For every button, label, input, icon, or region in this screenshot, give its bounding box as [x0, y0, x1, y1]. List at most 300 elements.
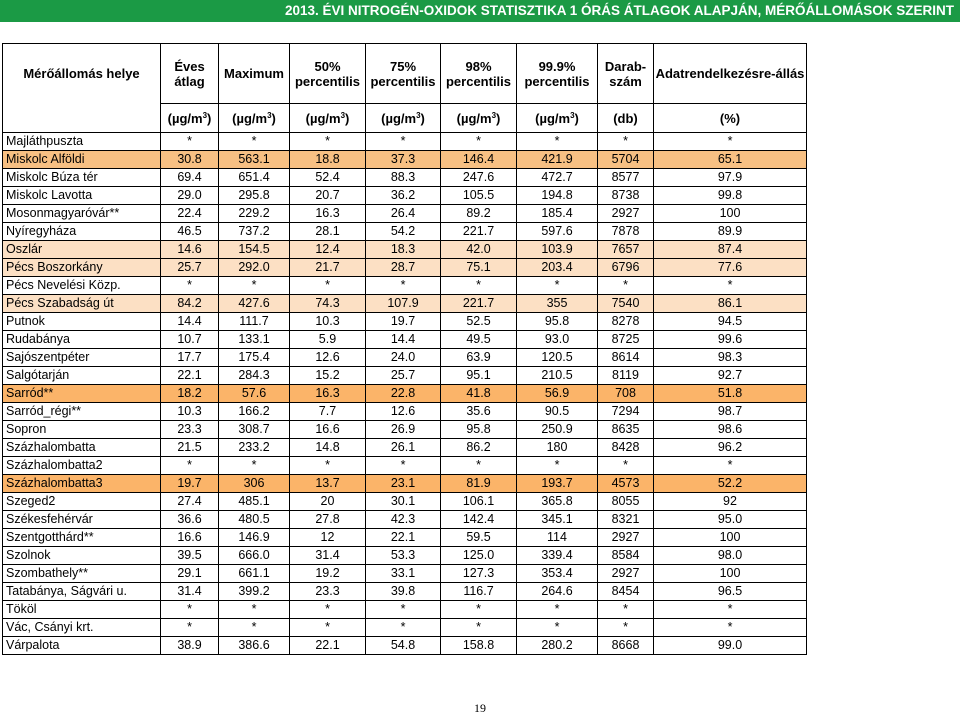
unit-cell — [366, 104, 441, 133]
value-cell: 95.0 — [654, 511, 807, 529]
column-header-count: Darab-szám — [598, 44, 654, 104]
value-cell: 14.8 — [290, 439, 366, 457]
value-cell: 8278 — [598, 313, 654, 331]
value-cell: 116.7 — [441, 583, 517, 601]
value-cell: 146.4 — [441, 151, 517, 169]
value-cell: 88.3 — [366, 169, 441, 187]
value-cell: 8738 — [598, 187, 654, 205]
value-cell: 737.2 — [219, 223, 290, 241]
station-name-cell: Várpalota — [3, 637, 161, 655]
value-cell: * — [161, 133, 219, 151]
station-name-cell: Mosonmagyaróvár** — [3, 205, 161, 223]
value-cell: 105.5 — [441, 187, 517, 205]
unit-text: (db) — [613, 110, 638, 126]
value-cell: 106.1 — [441, 493, 517, 511]
value-cell: 26.1 — [366, 439, 441, 457]
value-cell: * — [366, 601, 441, 619]
unit-close: ) — [574, 110, 579, 126]
station-name-cell: Százhalombatta2 — [3, 457, 161, 475]
value-cell: * — [366, 457, 441, 475]
table-row — [3, 151, 807, 169]
value-cell: 93.0 — [517, 331, 598, 349]
value-cell: 100 — [654, 205, 807, 223]
value-cell: 210.5 — [517, 367, 598, 385]
station-name-cell: Szolnok — [3, 547, 161, 565]
value-cell: 2927 — [598, 565, 654, 583]
unit-close: ) — [345, 110, 350, 126]
value-cell: 142.4 — [441, 511, 517, 529]
value-cell: 39.5 — [161, 547, 219, 565]
value-cell: 94.5 — [654, 313, 807, 331]
value-cell: 16.3 — [290, 205, 366, 223]
value-cell: 84.2 — [161, 295, 219, 313]
value-cell: 54.8 — [366, 637, 441, 655]
value-cell: * — [598, 619, 654, 637]
value-cell: 90.5 — [517, 403, 598, 421]
value-cell: 175.4 — [219, 349, 290, 367]
value-cell: * — [290, 133, 366, 151]
table-row — [3, 601, 807, 619]
value-cell: * — [598, 457, 654, 475]
value-cell: * — [219, 133, 290, 151]
value-cell: 22.1 — [366, 529, 441, 547]
value-cell: 365.8 — [517, 493, 598, 511]
value-cell: 8321 — [598, 511, 654, 529]
value-cell: 4573 — [598, 475, 654, 493]
value-cell: * — [654, 457, 807, 475]
value-cell: 20.7 — [290, 187, 366, 205]
value-cell: 86.1 — [654, 295, 807, 313]
value-cell: 146.9 — [219, 529, 290, 547]
value-cell: * — [441, 133, 517, 151]
value-cell: * — [161, 601, 219, 619]
station-name-cell: Szombathely** — [3, 565, 161, 583]
table-row — [3, 223, 807, 241]
unit-superscript: 3 — [267, 110, 272, 120]
table-row — [3, 547, 807, 565]
value-cell: * — [441, 277, 517, 295]
value-cell: * — [517, 457, 598, 475]
value-cell: 22.1 — [161, 367, 219, 385]
value-cell: 57.6 — [219, 385, 290, 403]
value-cell: 26.9 — [366, 421, 441, 439]
value-cell: * — [517, 277, 598, 295]
table-row — [3, 619, 807, 637]
value-cell: * — [598, 277, 654, 295]
value-cell: 89.2 — [441, 205, 517, 223]
value-cell: * — [290, 457, 366, 475]
table-row — [3, 277, 807, 295]
station-name-cell: Székesfehérvár — [3, 511, 161, 529]
table-row — [3, 169, 807, 187]
value-cell: 65.1 — [654, 151, 807, 169]
column-header-row — [3, 44, 807, 104]
value-cell: 18.8 — [290, 151, 366, 169]
value-cell: * — [161, 619, 219, 637]
value-cell: 30.8 — [161, 151, 219, 169]
value-cell: 8668 — [598, 637, 654, 655]
value-cell: * — [366, 133, 441, 151]
statistics-table — [2, 43, 807, 655]
value-cell: 8725 — [598, 331, 654, 349]
table-row — [3, 385, 807, 403]
value-cell: * — [290, 277, 366, 295]
value-cell: * — [219, 457, 290, 475]
value-cell: 180 — [517, 439, 598, 457]
value-cell: 8454 — [598, 583, 654, 601]
value-cell: 421.9 — [517, 151, 598, 169]
value-cell: * — [290, 619, 366, 637]
value-cell: 221.7 — [441, 295, 517, 313]
value-cell: 14.6 — [161, 241, 219, 259]
value-cell: 16.6 — [290, 421, 366, 439]
value-cell: 19.7 — [366, 313, 441, 331]
unit-superscript: 3 — [491, 110, 497, 120]
value-cell: 120.5 — [517, 349, 598, 367]
value-cell: 36.2 — [366, 187, 441, 205]
value-cell: 10.7 — [161, 331, 219, 349]
value-cell: 18.2 — [161, 385, 219, 403]
unit-cell-station — [3, 104, 161, 133]
station-name-cell: Szeged2 — [3, 493, 161, 511]
value-cell: 100 — [654, 565, 807, 583]
station-name-cell: Sopron — [3, 421, 161, 439]
unit-close: ) — [420, 110, 425, 126]
value-cell: 56.9 — [517, 385, 598, 403]
unit-cell — [219, 104, 290, 133]
unit-cell — [517, 104, 598, 133]
value-cell: 7540 — [598, 295, 654, 313]
value-cell: 661.1 — [219, 565, 290, 583]
value-cell: 95.1 — [441, 367, 517, 385]
station-name-cell: Sarród_régi** — [3, 403, 161, 421]
table-row — [3, 241, 807, 259]
value-cell: 563.1 — [219, 151, 290, 169]
unit-text: (µg/m — [305, 110, 341, 126]
unit-superscript: 3 — [202, 110, 208, 120]
value-cell: 24.0 — [366, 349, 441, 367]
value-cell: 27.4 — [161, 493, 219, 511]
value-cell: 87.4 — [654, 241, 807, 259]
value-cell: 194.8 — [517, 187, 598, 205]
table-row — [3, 439, 807, 457]
value-cell: 98.7 — [654, 403, 807, 421]
value-cell: 22.1 — [290, 637, 366, 655]
value-cell: 480.5 — [219, 511, 290, 529]
table-row — [3, 583, 807, 601]
value-cell: * — [654, 619, 807, 637]
value-cell: 92.7 — [654, 367, 807, 385]
value-cell: 96.5 — [654, 583, 807, 601]
value-cell: 12 — [290, 529, 366, 547]
value-cell: 339.4 — [517, 547, 598, 565]
value-cell: * — [366, 277, 441, 295]
value-cell: 127.3 — [441, 565, 517, 583]
value-cell: 427.6 — [219, 295, 290, 313]
value-cell: 74.3 — [290, 295, 366, 313]
unit-cell — [441, 104, 517, 133]
station-name-cell: Pécs Boszorkány — [3, 259, 161, 277]
value-cell: 98.6 — [654, 421, 807, 439]
value-cell: 63.9 — [441, 349, 517, 367]
value-cell: 597.6 — [517, 223, 598, 241]
value-cell: 107.9 — [366, 295, 441, 313]
station-name-cell: Majláthpuszta — [3, 133, 161, 151]
station-name-cell: Pécs Szabadság út — [3, 295, 161, 313]
table-row — [3, 511, 807, 529]
value-cell: 96.2 — [654, 439, 807, 457]
station-name-cell: Putnok — [3, 313, 161, 331]
value-cell: 22.4 — [161, 205, 219, 223]
value-cell: * — [441, 601, 517, 619]
value-cell: 69.4 — [161, 169, 219, 187]
value-cell: * — [161, 277, 219, 295]
column-header-p50: 50% percentilis — [290, 44, 366, 104]
column-header-maximum: Maximum — [219, 44, 290, 104]
value-cell: 7657 — [598, 241, 654, 259]
value-cell: 13.7 — [290, 475, 366, 493]
value-cell: 42.0 — [441, 241, 517, 259]
unit-header-row — [3, 104, 807, 133]
value-cell: 98.3 — [654, 349, 807, 367]
value-cell: 54.2 — [366, 223, 441, 241]
value-cell: 10.3 — [290, 313, 366, 331]
unit-close: ) — [271, 110, 276, 126]
value-cell: 99.0 — [654, 637, 807, 655]
value-cell: 75.1 — [441, 259, 517, 277]
value-cell: 8577 — [598, 169, 654, 187]
value-cell: 20 — [290, 493, 366, 511]
table-row — [3, 349, 807, 367]
value-cell: * — [441, 457, 517, 475]
value-cell: * — [654, 601, 807, 619]
value-cell: * — [441, 619, 517, 637]
value-cell: 28.7 — [366, 259, 441, 277]
table-row — [3, 529, 807, 547]
value-cell: 166.2 — [219, 403, 290, 421]
value-cell: 19.2 — [290, 565, 366, 583]
unit-cell — [290, 104, 366, 133]
value-cell: 29.0 — [161, 187, 219, 205]
value-cell: 229.2 — [219, 205, 290, 223]
value-cell: * — [366, 619, 441, 637]
value-cell: 95.8 — [517, 313, 598, 331]
unit-text: (%) — [719, 110, 741, 126]
value-cell: 233.2 — [219, 439, 290, 457]
value-cell: * — [517, 133, 598, 151]
value-cell: 51.8 — [654, 385, 807, 403]
value-cell: 114 — [517, 529, 598, 547]
value-cell: 666.0 — [219, 547, 290, 565]
value-cell: 99.6 — [654, 331, 807, 349]
value-cell: 99.8 — [654, 187, 807, 205]
table-row — [3, 475, 807, 493]
table-row — [3, 637, 807, 655]
value-cell: 22.8 — [366, 385, 441, 403]
value-cell: 651.4 — [219, 169, 290, 187]
column-header-annual-mean: Éves átlag — [161, 44, 219, 104]
value-cell: 53.3 — [366, 547, 441, 565]
unit-text: (µg/m — [167, 110, 203, 126]
column-header-availability: Adatrendelkezésre-állás — [654, 44, 807, 104]
value-cell: * — [598, 133, 654, 151]
unit-superscript: 3 — [416, 110, 421, 120]
value-cell: 97.9 — [654, 169, 807, 187]
value-cell: 203.4 — [517, 259, 598, 277]
station-name-cell: Miskolc Alföldi — [3, 151, 161, 169]
value-cell: 21.5 — [161, 439, 219, 457]
value-cell: * — [219, 619, 290, 637]
value-cell: 36.6 — [161, 511, 219, 529]
value-cell: 98.0 — [654, 547, 807, 565]
value-cell: 8119 — [598, 367, 654, 385]
unit-text: (µg/m — [232, 110, 268, 126]
unit-text: (µg/m — [456, 110, 492, 126]
value-cell: 38.9 — [161, 637, 219, 655]
table-row — [3, 259, 807, 277]
value-cell: * — [161, 457, 219, 475]
value-cell: * — [654, 277, 807, 295]
value-cell: 345.1 — [517, 511, 598, 529]
value-cell: 23.3 — [161, 421, 219, 439]
value-cell: 49.5 — [441, 331, 517, 349]
column-header-p75: 75% percentilis — [366, 44, 441, 104]
unit-text: (µg/m — [535, 110, 571, 126]
value-cell: 295.8 — [219, 187, 290, 205]
value-cell: 23.1 — [366, 475, 441, 493]
value-cell: 485.1 — [219, 493, 290, 511]
value-cell: 41.8 — [441, 385, 517, 403]
value-cell: 7878 — [598, 223, 654, 241]
value-cell: 30.1 — [366, 493, 441, 511]
unit-cell — [598, 104, 654, 133]
value-cell: 185.4 — [517, 205, 598, 223]
column-header-station: Mérőállomás helye — [3, 44, 161, 104]
value-cell: 33.1 — [366, 565, 441, 583]
value-cell: 19.7 — [161, 475, 219, 493]
value-cell: 16.3 — [290, 385, 366, 403]
value-cell: * — [598, 601, 654, 619]
value-cell: 103.9 — [517, 241, 598, 259]
value-cell: 8614 — [598, 349, 654, 367]
value-cell: 125.0 — [441, 547, 517, 565]
value-cell: 16.6 — [161, 529, 219, 547]
value-cell: 284.3 — [219, 367, 290, 385]
value-cell: 35.6 — [441, 403, 517, 421]
station-name-cell: Nyíregyháza — [3, 223, 161, 241]
value-cell: * — [219, 601, 290, 619]
table-row — [3, 403, 807, 421]
value-cell: 14.4 — [161, 313, 219, 331]
value-cell: 353.4 — [517, 565, 598, 583]
value-cell: 31.4 — [161, 583, 219, 601]
station-name-cell: Sajószentpéter — [3, 349, 161, 367]
value-cell: 2927 — [598, 205, 654, 223]
value-cell: 250.9 — [517, 421, 598, 439]
column-header-p98: 98% percentilis — [441, 44, 517, 104]
value-cell: 52.5 — [441, 313, 517, 331]
station-name-cell: Tatabánya, Ságvári u. — [3, 583, 161, 601]
table-row — [3, 313, 807, 331]
table-row — [3, 331, 807, 349]
value-cell: 17.7 — [161, 349, 219, 367]
value-cell: 14.4 — [366, 331, 441, 349]
table-row — [3, 565, 807, 583]
value-cell: 7294 — [598, 403, 654, 421]
value-cell: 158.8 — [441, 637, 517, 655]
station-name-cell: Pécs Nevelési Közp. — [3, 277, 161, 295]
value-cell: * — [517, 619, 598, 637]
value-cell: 25.7 — [161, 259, 219, 277]
unit-close: ) — [496, 110, 501, 126]
station-name-cell: Miskolc Búza tér — [3, 169, 161, 187]
station-name-cell: Salgótarján — [3, 367, 161, 385]
value-cell: 2927 — [598, 529, 654, 547]
value-cell: 264.6 — [517, 583, 598, 601]
station-name-cell: Szentgotthárd** — [3, 529, 161, 547]
page-number: 19 — [474, 701, 486, 715]
value-cell: 306 — [219, 475, 290, 493]
table-row — [3, 421, 807, 439]
value-cell: 154.5 — [219, 241, 290, 259]
value-cell: 37.3 — [366, 151, 441, 169]
unit-close: ) — [207, 110, 212, 126]
unit-superscript: 3 — [340, 110, 346, 120]
value-cell: 52.2 — [654, 475, 807, 493]
value-cell: 89.9 — [654, 223, 807, 241]
value-cell: 39.8 — [366, 583, 441, 601]
value-cell: 8635 — [598, 421, 654, 439]
value-cell: 25.7 — [366, 367, 441, 385]
value-cell: 355 — [517, 295, 598, 313]
unit-cell — [161, 104, 219, 133]
value-cell: 133.1 — [219, 331, 290, 349]
station-name-cell: Sarród** — [3, 385, 161, 403]
value-cell: * — [654, 133, 807, 151]
value-cell: 29.1 — [161, 565, 219, 583]
value-cell: 31.4 — [290, 547, 366, 565]
table-row — [3, 205, 807, 223]
value-cell: * — [290, 601, 366, 619]
value-cell: 292.0 — [219, 259, 290, 277]
value-cell: * — [517, 601, 598, 619]
value-cell: 59.5 — [441, 529, 517, 547]
value-cell: 12.6 — [366, 403, 441, 421]
table-row — [3, 367, 807, 385]
table-row — [3, 493, 807, 511]
value-cell: 386.6 — [219, 637, 290, 655]
value-cell: 77.6 — [654, 259, 807, 277]
value-cell: 111.7 — [219, 313, 290, 331]
unit-cell — [654, 104, 807, 133]
value-cell: 95.8 — [441, 421, 517, 439]
value-cell: 27.8 — [290, 511, 366, 529]
station-name-cell: Vác, Csányi krt. — [3, 619, 161, 637]
station-name-cell: Rudabánya — [3, 331, 161, 349]
value-cell: 8055 — [598, 493, 654, 511]
value-cell: 5.9 — [290, 331, 366, 349]
value-cell: 7.7 — [290, 403, 366, 421]
value-cell: 52.4 — [290, 169, 366, 187]
value-cell: 193.7 — [517, 475, 598, 493]
station-name-cell: Tököl — [3, 601, 161, 619]
value-cell: 23.3 — [290, 583, 366, 601]
value-cell: 399.2 — [219, 583, 290, 601]
column-header-p999: 99.9% percentilis — [517, 44, 598, 104]
station-name-cell: Százhalombatta — [3, 439, 161, 457]
value-cell: 308.7 — [219, 421, 290, 439]
station-name-cell: Százhalombatta3 — [3, 475, 161, 493]
